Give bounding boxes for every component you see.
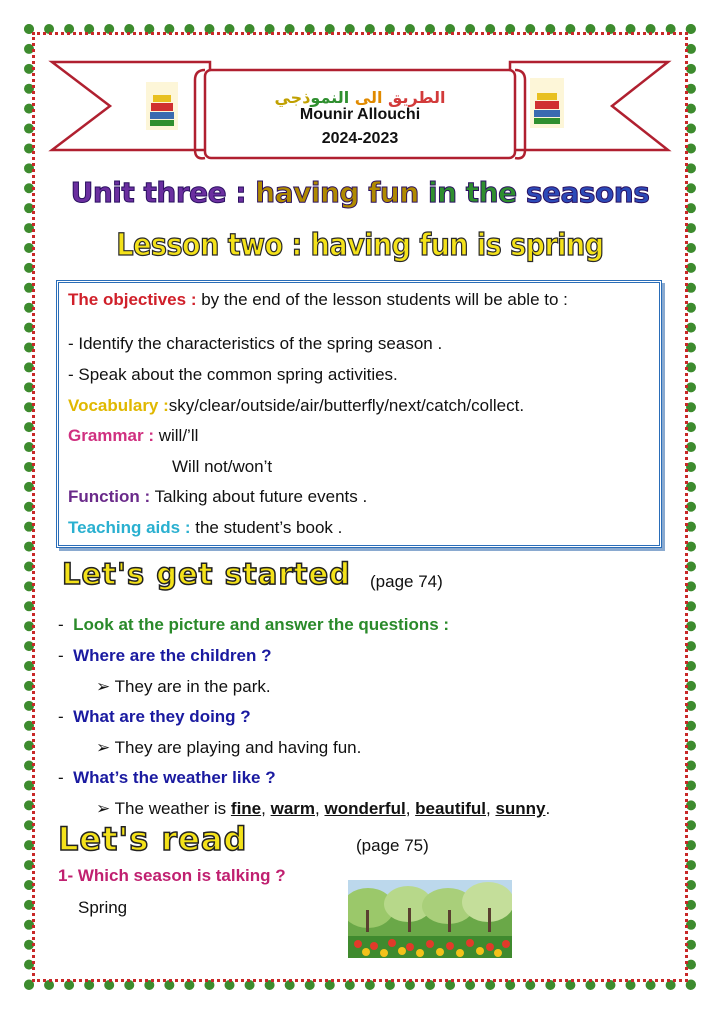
answer-word: wonderful: [324, 799, 406, 818]
answer-word: warm: [270, 799, 316, 818]
answer-2-text: They are playing and having fun.: [114, 738, 362, 757]
dash: -: [58, 768, 74, 787]
page-ref-75: (page 75): [356, 836, 429, 855]
teaching-aids-line: [68, 518, 342, 538]
grammar-line: [68, 426, 198, 446]
books-icon: [146, 82, 178, 130]
answer-3: ➢ The weather is fine, warm, wonderful, beautiful, sunny.: [96, 799, 551, 818]
section-title-started: Let's get started: [62, 557, 351, 591]
question-3: [58, 768, 276, 788]
arabic-part: النمو: [310, 88, 350, 107]
arrow-bullet-icon: ➢: [96, 799, 115, 818]
dash: -: [58, 646, 74, 665]
grammar-label: Grammar :: [68, 426, 154, 445]
grammar-text-2: Will not/won’t: [172, 457, 273, 476]
function-label: Function :: [68, 487, 151, 506]
grammar-text: will/’ll: [153, 426, 199, 445]
vocabulary-label: Vocabulary :: [68, 396, 169, 415]
spring-park-image: [348, 880, 512, 958]
arrow-bullet-icon: ➢: [96, 738, 115, 757]
answer-1-text: They are in the park.: [114, 677, 271, 696]
answer-3-prefix: The weather is: [114, 799, 231, 818]
objectives-label: The objectives :: [68, 290, 197, 309]
dash: -: [58, 615, 74, 634]
teaching-aids-label: Teaching aids :: [68, 518, 191, 537]
instruction-text: Look at the picture and answer the questions :: [73, 615, 450, 634]
answer-word: beautiful: [415, 799, 486, 818]
lesson-title: Lesson two : having fun is spring: [116, 228, 604, 263]
function-text: Talking about future events .: [150, 487, 368, 506]
books-icon: [530, 78, 564, 128]
unit-title-part: Unit three :: [70, 176, 256, 209]
school-year: 2024-2023: [321, 130, 399, 147]
vocabulary-text: sky/clear/outside/air/butterfly/next/catch/collect.: [168, 396, 525, 415]
answer-3-end: .: [545, 799, 551, 818]
question-1: [58, 646, 272, 666]
teaching-aids-text: the student’s book .: [190, 518, 343, 537]
objective-item: - Speak about the common spring activities.: [68, 365, 398, 384]
read-answer: Spring: [78, 898, 128, 917]
function-line: [68, 487, 367, 507]
objectives-text: by the end of the lesson students will be able to :: [196, 290, 568, 309]
unit-title-part: seasons: [525, 176, 650, 209]
objectives-line: [68, 290, 568, 310]
question-1-text: Where are the children ?: [73, 646, 272, 665]
question-2: [58, 707, 251, 727]
arabic-part: الى: [349, 88, 389, 107]
question-3-text: What’s the weather like ?: [73, 768, 276, 787]
answer-1: [96, 677, 271, 697]
vocabulary-line: [68, 396, 524, 416]
objective-item: - Identify the characteristics of the spring season .: [68, 334, 443, 353]
instruction-line: [58, 615, 449, 635]
author-name: Mounir Allouchi: [299, 106, 421, 123]
read-question: [58, 866, 286, 886]
arrow-bullet-icon: ➢: [96, 677, 115, 696]
answer-2: [96, 738, 361, 758]
answer-word: sunny: [495, 799, 546, 818]
arabic-title: [210, 88, 510, 107]
unit-title: [60, 176, 660, 209]
arabic-part: ذجي: [274, 88, 311, 107]
unit-title-part: in the: [428, 176, 526, 209]
arabic-part: الطريق: [388, 88, 446, 107]
read-question-text: 1- Which season is talking ?: [58, 866, 286, 885]
section-title-read: Let's read: [58, 820, 248, 858]
answer-word: fine: [230, 799, 262, 818]
question-2-text: What are they doing ?: [73, 707, 251, 726]
unit-title-part: having fun: [255, 176, 428, 209]
page-ref-74: (page 74): [370, 572, 443, 591]
dash: -: [58, 707, 74, 726]
